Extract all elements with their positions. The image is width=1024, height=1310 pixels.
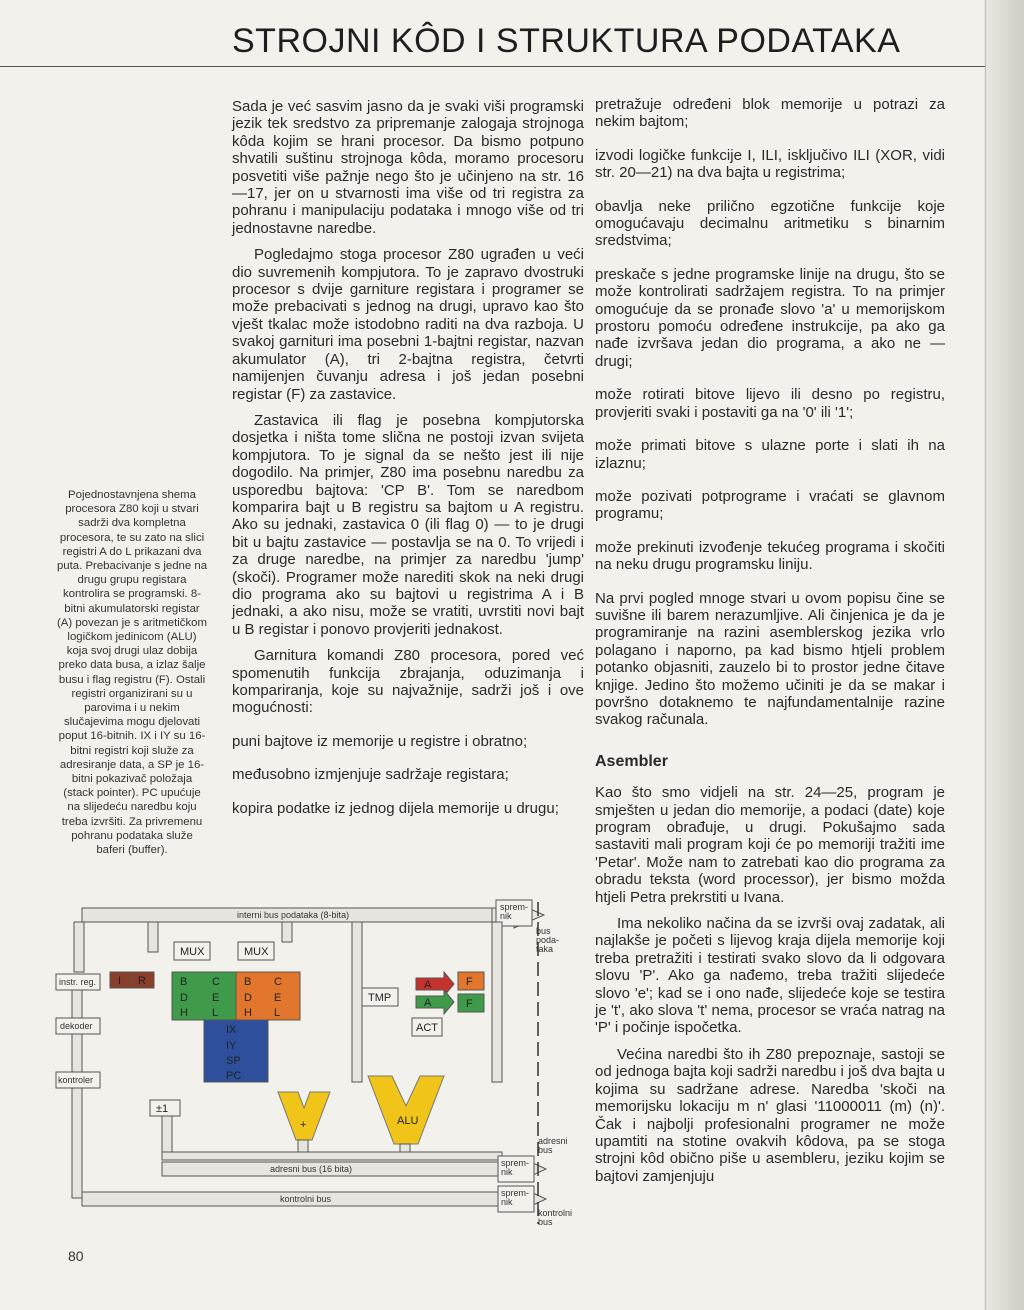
address-bus-label: adresni bus (16 bita) [270,1164,353,1174]
register-label: A [424,997,432,1009]
buffer-label: sprem-nik [501,1188,530,1207]
list-item: preskače s jedne programske linije na drugu, što se može kontrolirati sadržajem registra. To na primjer omogućuje da se pronađe slovo 'a' u memorijskom prostoru pomoću određene instrukcije, pa ako ga nađe izvršava jedan dio programa, a ako ne — drugi; [595,265,945,370]
section-heading: Asembler [595,752,668,770]
list-item: obavlja neke prilično egzotične funkcije koje omogućavaju decimalnu aritmetiku s binarnim sredstvima; [595,197,945,250]
z80-processor-diagram [52,894,600,1230]
page-number: 80 [68,1248,84,1264]
page-edge-line [985,0,986,1310]
accumulator-a-arrow-2 [416,990,454,1014]
data-bus-label: interni bus podataka (8-bita) [237,910,350,920]
bus-branch [492,922,502,1082]
bus-branch [162,1116,172,1152]
instr-reg-label: instr. reg. [59,977,97,987]
figure-caption: Pojednostavnjena shema procesora Z80 koji u stvari sadrži dva kompletna procesora, te su zato na slici registri A do L prikazani dva puta. Prebacivanje s jedne na drugu grupu registara kontrolira se programski. 8-bitni akumulatorski registar (A) povezan je s aritmetičkom logičkom jedinicom (ALU) koja svoj drugi ulaz dobija preko data busa, a izlaz šalje busu i flag registru (F). Ostali registri organizirani su u parovima i u nekim slučajevima mogu djelovati poput 16-bitnih. IX i IY su 16-bitni registri koji služe za adresiranje data, a SP je 16-bitni pokazivač položaja (stack pointer). PC upućuje na slijedeću naredbu koju treba izvršiti. Za privremenu pohranu podataka služe baferi (buffer). [56,489,208,857]
paragraph: Sada je već sasvim jasno da je svaki viši programski jezik tek sredstvo za pripremanje zalogaja strojnoga kôda kojim se hrani procesor. Da bismo potpuno shvatili suštinu strojnoga kôda, moramo procesoru posvetiti više pažnje nego što je učinjeno na str. 16—17, jer on u stvarnosti ima više od tri registra za pohranu i manipulaciju podataka i mnogo više od tri jednostavne naredbe. [232,98,584,237]
register-label: C [274,976,282,988]
buffer-label: sprem-nik [500,902,529,921]
register-label: A [424,979,432,991]
title-rule [0,66,985,67]
act-label: ACT [416,1022,438,1034]
decoder-label: dekoder [60,1021,93,1031]
bus-branch [72,1088,82,1198]
mux-label: MUX [244,946,269,958]
incdec-label: ±1 [156,1103,169,1115]
paragraph: Pogledajmo stoga procesor Z80 ugrađen u veći dio suvremenih kompjutora. To je zapravo dvostruki procesor s dvije garniture registara i programer se može prebacivati s jednog na drugi, upravo kao što vješt tkalac može istodobno raditi na dva razboja. U svakoj garnituri ima posebni 1-bajtni registar, nazvan akumulator (A), tri 2-bajtna registra, četvrti namijenjen čuvanju adresa i još jedan posebni registar (F) za zastavice. [232,246,584,403]
list-item: pretražuje određeni blok memorije u potrazi za nekim bajtom; [595,96,945,131]
adder-label: + [300,1119,307,1131]
list-item: puni bajtove iz memorije u registre i obratno; [232,732,528,750]
bus-branch [74,922,84,972]
register-label: E [274,992,282,1004]
tmp-label: TMP [368,992,392,1004]
paragraph: Garnitura komandi Z80 procesora, pored već spomenutih funkcija zbrajanja, oduzimanja i kompariranja, koje su najvažnije, sadrži još i ove mogućnosti: [232,647,584,717]
list-item: može rotirati bitove lijevo ili desno po registru, provjeriti svaki i postaviti ga na '0' ili '1'; [595,386,945,421]
register-label: H [180,1007,188,1019]
register-label: B [244,976,252,988]
internal-bus [162,1152,502,1160]
register-label: IY [226,1040,237,1052]
address-bus-right-label: adresni bus [538,1136,568,1155]
register-label: D [180,992,188,1004]
alu-label: ALU [397,1115,419,1127]
bus-branch [148,922,158,952]
page-edge-shadow [984,0,1024,1310]
page-title: STROJNI KÔD I STRUKTURA PODATAKA [232,22,901,60]
list-item: može pozivati potprograme i vraćati se glavnom programu; [595,487,945,523]
paragraph: Zastavica ili flag je posebna kompjutorska dosjetka i ništa tome slična ne postoji izvan svijeta kompjutora. To je signal da se nešto jest ili nije dogodilo. Na primjer, Z80 ima posebnu naredbu za usporedbu bajtova: 'CP B'. Tom se naredbom komparira bajt u B registru sa bajtom u A registru. Ako su jednaki, zastavica 0 (ili flag 0) — to je drugi bit u bajtu zastavice — postavlja se na 0. To vrijedi i za druge naredbe, na primjer za naredbu 'jump' (skoči). Programer može narediti skok na neki drugi dio programa ako su bajtovi u registrima A i B jednaki, a ako nisu, može se vratiti, uvrstiti novi bajt u B registar i ponovo provjeriti jednakost. [232,411,584,638]
bus-data-label: bus poda-taka [536,926,560,954]
register-label: IX [226,1024,237,1036]
bus-branch [282,922,292,942]
register-label: D [244,992,252,1004]
paragraph: Na prvi pogled mnoge stvari u ovom popisu čine se suvišne ili barem nerazumljive. Ali činjenica je da je programiranje na razini asemblerskog jezika vrlo polagano i naporno, pa kad bismo htjeli problem potanko objasniti, zauzelo bi to prostor jedne čitave knjige. Jedino što možemo učiniti je da se makar i površno dotaknemo te najfundamentalnije razine svakog računala. [595,589,945,729]
register-label: C [212,976,220,988]
list-item: može prekinuti izvođenje tekućeg programa i skočiti na neku drugu programsku liniju. [595,538,945,574]
register-label: L [274,1007,281,1019]
buffer-label: sprem-nik [501,1158,530,1177]
paragraph: Većina naredbi što ih Z80 prepoznaje, sastoji se od jednoga bajta koji sadrži naredbu i još dva bajta u kojima su sadržane adrese. Naredba 'skoči na memorijsku lokaciju m n' glasi '11000011 (m) (n)'. Čak i najbolji profesionalni programer ne može upamtiti na stotine ovakvih kôdova, pa se stoga strojni kôd obično piše u asembleru, jeziku kojim se bajtovi zamjenjuju [595,1045,945,1185]
bus-branch [352,922,362,1082]
register-r-label: R [138,975,146,987]
alu-shape [368,1076,444,1144]
paragraph: Kao što smo vidjeli na str. 24—25, program je smješten u jedan dio memorije, a podaci (date) koje program obrađuje, u drugi. Pokušajmo sada sastaviti mali program koji će po memoriji tražiti ime 'Petar'. Može nam to zatrebati kao dio programa za obradu teksta (word processor), jer bismo možda htjeli Petra prekrstiti u Ivana. [595,784,945,906]
adder-shape [278,1092,330,1140]
register-label: E [212,992,220,1004]
list-item: kopira podatke iz jednog dijela memorije u drugu; [232,799,559,817]
mux-label: MUX [180,946,205,958]
bus-branch [72,990,82,1018]
text-column-2 [595,96,945,1194]
accumulator-a-arrow [416,972,454,996]
list-item: izvodi logičke funkcije I, ILI, isključivo ILI (XOR, vidi str. 20—21) na dva bajta u registrima; [595,146,945,182]
list-item: međusobno izmjenjuje sadržaje registara; [232,766,509,784]
controller-label: kontroler [58,1075,94,1085]
control-bus-right-label: kontrolni bus [538,1208,573,1227]
register-label: L [212,1007,219,1019]
control-bus-label: kontrolni bus [280,1194,332,1204]
paragraph: Ima nekoliko načina da se izvrši ovaj zadatak, ali najlakše je početi s lijevog kraja dijela memorije koji treba pretražiti i testirati svako slovo da li odgovara slovu 'P'. Ako ga nađemo, treba tražiti slijedeće slovo 'e'; kad se i ono nađe, slijedeće koje se testira je 't', ako slova 't' nema, procesor se vraća natrag na 'P' i počinje ispočetka. [595,915,945,1037]
register-label: F [466,976,473,988]
register-label: SP [226,1055,241,1067]
bus-branch [72,1034,82,1072]
register-label: PC [226,1070,242,1082]
register-i-label: I [118,975,122,987]
text-column-1 [232,98,584,826]
register-label: F [466,998,473,1010]
register-label: H [244,1007,252,1019]
register-label: B [180,976,188,988]
list-item: može primati bitove s ulazne porte i slati ih na izlaznu; [595,437,945,472]
